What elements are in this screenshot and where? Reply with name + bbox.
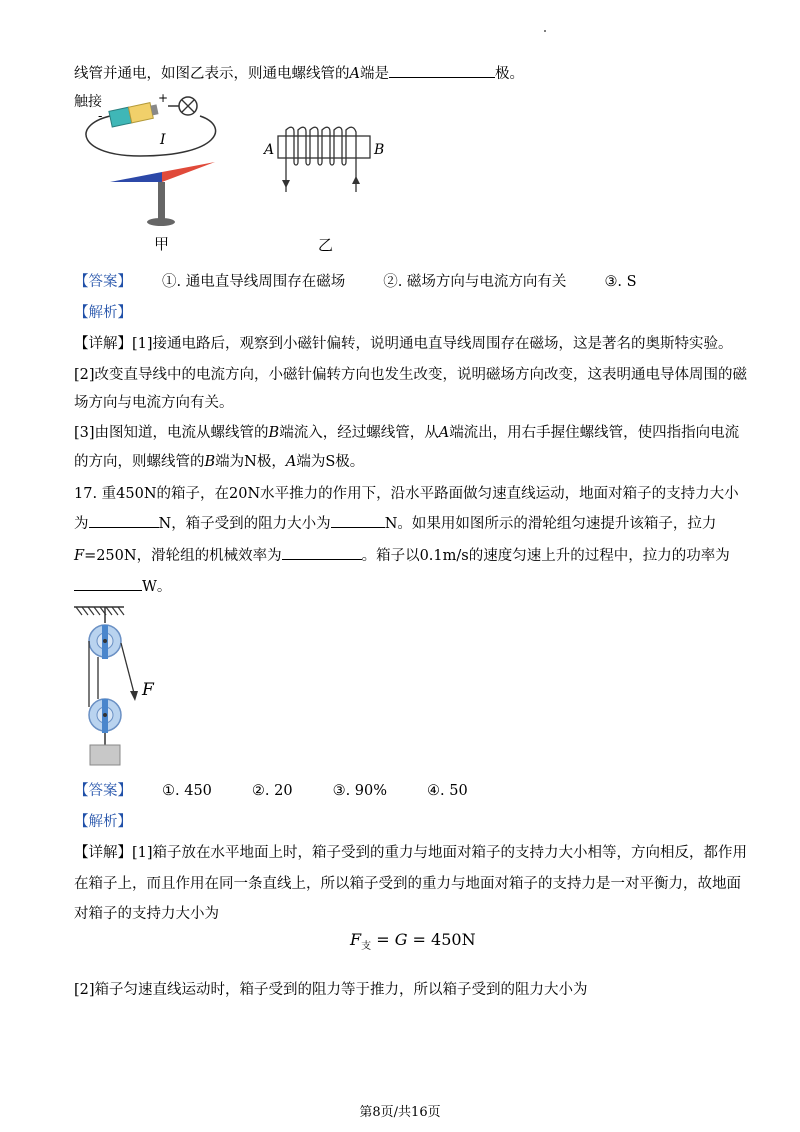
force-label: F <box>142 680 154 700</box>
text: 支 <box>361 941 372 953</box>
detail-text: [2]改变直导线中的电流方向，小磁针偏转方向也发生改变，说明磁场方向改变，这表明通电导体周围的磁 <box>74 367 748 383</box>
text: A <box>349 66 360 82</box>
needle-blue <box>110 172 162 182</box>
figure-jia <box>70 86 240 256</box>
q16-tail-line <box>74 62 524 83</box>
battery-icon <box>109 101 159 127</box>
end-a-label: A <box>264 142 275 158</box>
analysis-tag: 【解析】 <box>74 305 132 321</box>
needle-red <box>162 162 215 182</box>
touch-label: 触接 <box>74 94 102 110</box>
detail-text <box>74 450 364 471</box>
detail-text: 场方向与电流方向有关。 <box>74 395 234 411</box>
text: B <box>204 454 216 470</box>
text: =250N，滑轮组的机械效率为 <box>84 548 282 564</box>
equation <box>350 930 476 952</box>
answer-item: ④. 50 <box>427 783 468 799</box>
text: N。如果用如图所示的滑轮组匀速提升该箱子，拉力 <box>384 516 717 532</box>
text: 端是 <box>359 66 389 82</box>
wire-loop <box>86 116 216 156</box>
text: F <box>350 930 362 949</box>
question-text <box>74 575 171 596</box>
detail-text: 【详解】[1]箱子放在水平地面上时，箱子受到的重力与地面对箱子的支持力大小相等，方向相反，都作用 <box>74 845 748 861</box>
q17-answer <box>74 779 468 800</box>
text: B <box>268 425 280 441</box>
text: A <box>438 425 450 441</box>
answer-blank[interactable] <box>89 513 159 528</box>
text: A <box>285 454 297 470</box>
answer-tag: 【答案】 <box>74 783 132 799</box>
text: 为 <box>74 516 89 532</box>
text: W。 <box>142 579 172 595</box>
answer-blank[interactable] <box>389 63 495 78</box>
answer-item: ③. S <box>604 274 637 290</box>
answer-blank[interactable] <box>331 513 385 528</box>
question-text <box>74 544 730 565</box>
plus-label: + <box>158 91 169 105</box>
text: = <box>371 930 395 949</box>
answer-item: ②. 磁场方向与电流方向有关 <box>383 274 567 290</box>
end-b-label: B <box>374 142 385 158</box>
text: F <box>74 548 85 564</box>
text: 端为N极， <box>215 454 286 470</box>
answer-item: ②. 20 <box>251 783 293 799</box>
force-arrow <box>130 691 138 701</box>
answer-tag: 【答案】 <box>74 274 132 290</box>
text: N，箱子受到的阻力大小为 <box>158 516 331 532</box>
text: 端为S极。 <box>296 454 365 470</box>
figure-caption: 乙 <box>318 236 334 254</box>
arrow-up <box>352 176 360 184</box>
detail-text: 对箱子的支持力大小为 <box>74 906 219 922</box>
detail-text <box>74 421 739 442</box>
text: G <box>394 930 408 949</box>
question-text: 17. 重450N的箱子，在20N水平推力的作用下，沿水平路面做匀速直线运动，地面对箱子的支持力大小 <box>74 486 739 502</box>
minus-label: - <box>98 109 103 124</box>
text: 线管并通电，如图乙表示，则通电螺线管的 <box>74 66 350 82</box>
answer-item: ①. 通电直导线周围存在磁场 <box>162 274 346 290</box>
figure-yi <box>262 118 392 258</box>
answer-blank[interactable] <box>74 576 142 591</box>
figure-caption: 甲 <box>154 235 170 253</box>
box <box>90 745 120 765</box>
q16-answer <box>74 270 637 291</box>
corner-mark <box>544 30 546 32</box>
text: 的方向，则螺线管的 <box>74 454 205 470</box>
ceiling-hatch <box>76 607 124 615</box>
current-label: I <box>160 132 166 148</box>
analysis-tag: 【解析】 <box>74 814 132 830</box>
arrow-down <box>282 180 290 188</box>
text: 端流出，用右手握住螺线管，使四指指向电流 <box>449 425 740 441</box>
pulley-figure <box>72 603 172 769</box>
text: 。箱子以0.1m/s的速度匀速上升的过程中，拉力的功率为 <box>361 548 730 564</box>
answer-item: ③. 90% <box>332 783 388 799</box>
detail-text: 【详解】[1]接通电路后，观察到小磁针偏转，说明通电直导线周围存在磁场，这是著名的奥斯特实验。 <box>74 336 733 352</box>
text: [3]由图知道，电流从螺线管的 <box>74 425 269 441</box>
page-footer: 第8页/共16页 <box>359 1105 441 1120</box>
text: 端流入，经过螺线管，从 <box>279 425 439 441</box>
needle-stand <box>158 182 165 220</box>
detail-text: 在箱子上，而且作用在同一条直线上，所以箱子受到的重力与地面对箱子的支持力是一对平衡力，故地面 <box>74 876 741 892</box>
question-text <box>74 512 716 533</box>
answer-blank[interactable] <box>282 545 362 560</box>
text: 极。 <box>494 66 524 82</box>
detail-text: [2]箱子匀速直线运动时，箱子受到的阻力等于推力，所以箱子受到的阻力大小为 <box>74 982 588 998</box>
answer-item: ①. 450 <box>162 783 212 799</box>
text: = 450N <box>407 930 476 949</box>
